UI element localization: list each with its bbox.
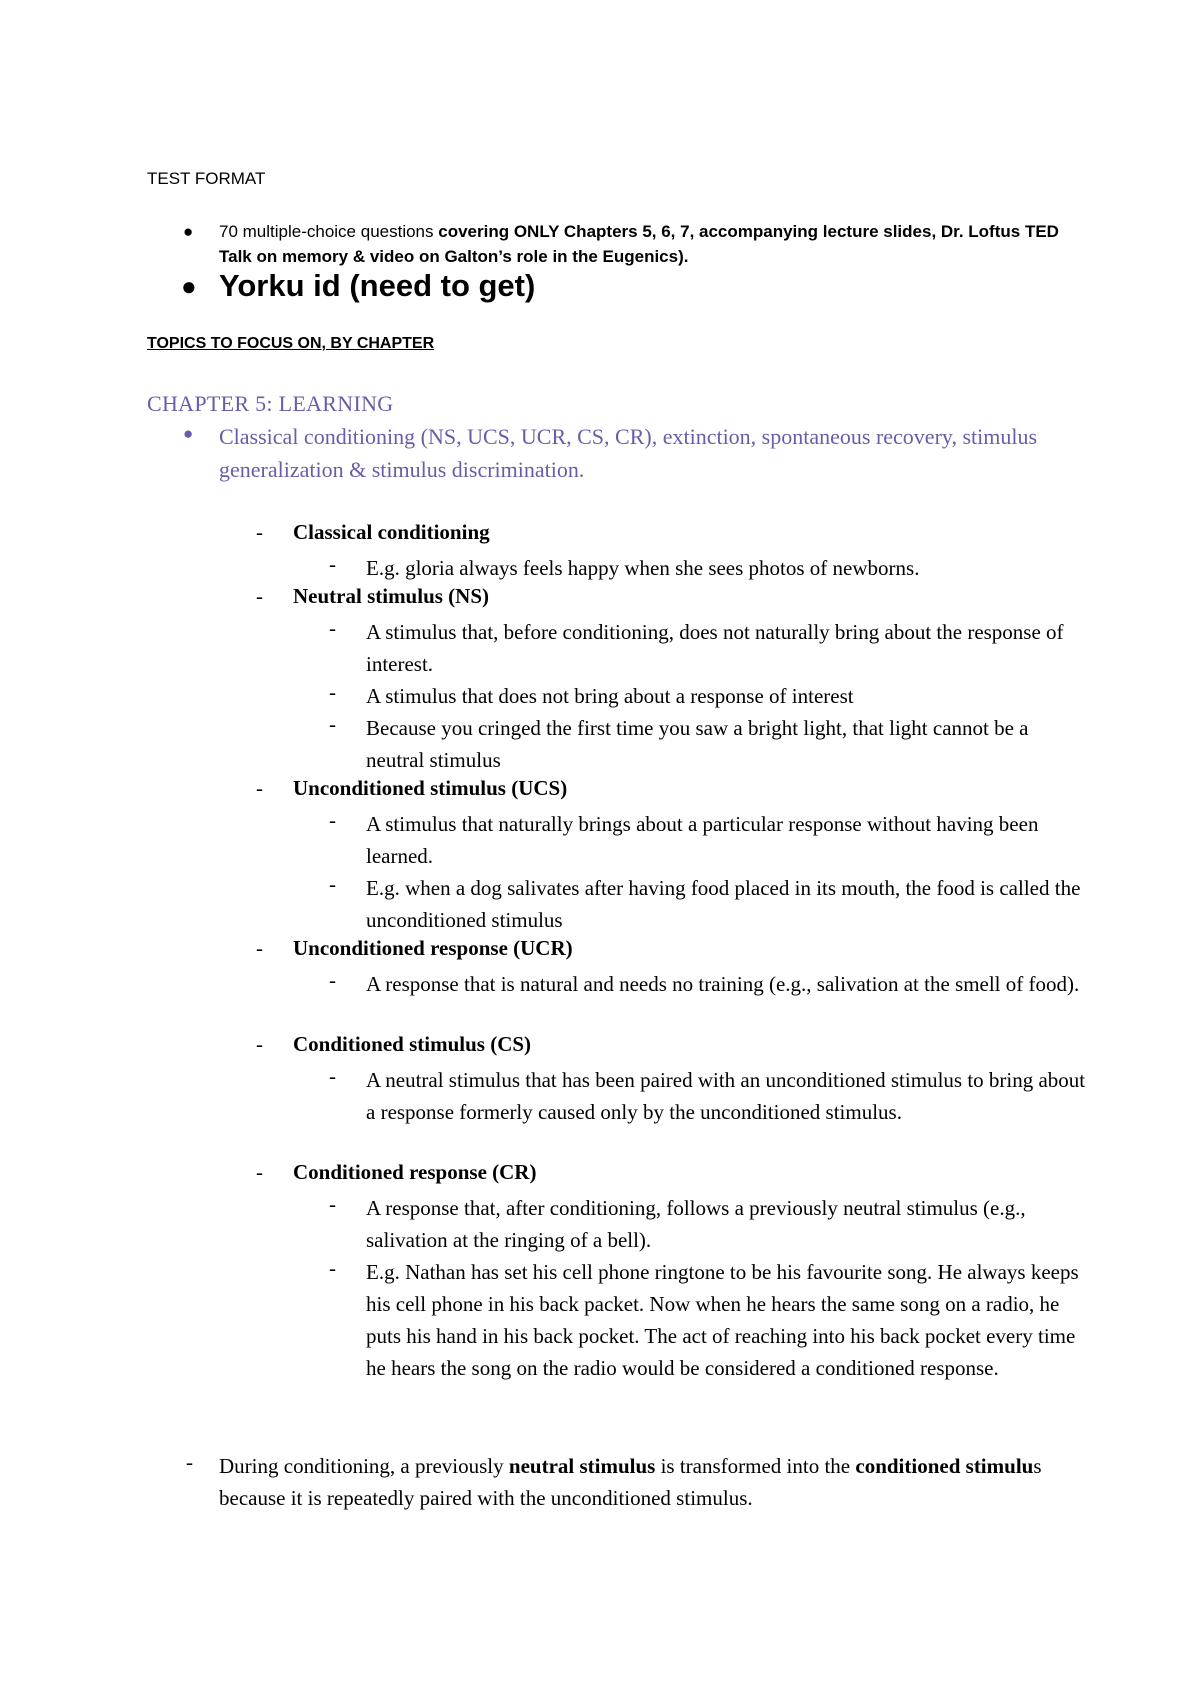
term-definition: E.g. gloria always feels happy when she sees photos of newborns.	[366, 556, 920, 580]
dash-icon: -	[329, 872, 336, 896]
term-definition: A stimulus that naturally brings about a particular response without having been learned.	[366, 812, 1039, 868]
term-heading: Unconditioned response (UCR)	[293, 936, 573, 960]
term-definition: E.g. when a dog salivates after having food placed in its mouth, the food is called the unconditioned stimulus	[366, 876, 1081, 932]
dash-icon: -	[256, 936, 263, 960]
bullet-icon: ●	[183, 222, 194, 241]
topics-heading: TOPICS TO FOCUS ON, BY CHAPTER	[147, 335, 435, 352]
dash-icon: -	[256, 776, 263, 800]
term-definition: A stimulus that does not bring about a response of interest	[366, 684, 854, 708]
dash-icon: -	[256, 1160, 263, 1184]
test-format-item	[219, 219, 1079, 269]
test-format-heading: TEST FORMAT	[147, 169, 266, 188]
note-text: is transformed into the	[655, 1454, 856, 1478]
dash-icon: -	[329, 712, 336, 736]
note-bold: conditioned stimulu	[855, 1454, 1034, 1478]
dash-icon: -	[329, 680, 336, 704]
note-bold: neutral stimulus	[508, 1454, 656, 1478]
term-heading: Classical conditioning	[293, 520, 490, 544]
bullet-icon: ●	[181, 271, 197, 301]
dash-icon: -	[329, 616, 336, 640]
term-definition: A response that is natural and needs no training (e.g., salivation at the smell of food).	[366, 972, 1080, 996]
dash-icon: -	[329, 1256, 336, 1280]
term-definition: E.g. Nathan has set his cell phone ringtone to be his favourite song. He always keeps his cell phone in his back packet. Now when he hears the same song on a radio, he puts his hand in his back pocket. The act of reaching into his back pocket every time he hears the song on the radio would be considered a conditioned response.	[366, 1260, 1079, 1380]
dash-icon: -	[256, 1032, 263, 1056]
term-definition: A response that, after conditioning, follows a previously neutral stimulus (e.g., salivation at the ringing of a bell).	[366, 1196, 1026, 1252]
term-heading: Unconditioned stimulus (UCS)	[293, 776, 568, 800]
dash-icon: -	[256, 520, 263, 544]
dash-icon: -	[329, 552, 336, 576]
bullet-icon: ●	[183, 424, 194, 443]
item-plain-text: 70 multiple-choice questions	[219, 222, 434, 241]
dash-icon: -	[256, 584, 263, 608]
yorku-id-note: Yorku id (need to get)	[219, 268, 536, 303]
final-note	[219, 1450, 1099, 1514]
dash-icon: -	[329, 808, 336, 832]
note-text: During conditioning, a previously	[219, 1454, 509, 1478]
term-heading: Conditioned stimulus (CS)	[293, 1032, 532, 1056]
term-heading: Neutral stimulus (NS)	[293, 584, 490, 608]
note-text: s because it is repeatedly paired with the unconditioned stimulus.	[219, 1454, 1042, 1510]
term-definition: A stimulus that, before conditioning, does not naturally bring about the response of interest.	[366, 620, 1064, 676]
dash-icon: -	[329, 1192, 336, 1216]
dash-icon: -	[329, 1064, 336, 1088]
chapter-summary: Classical conditioning (NS, UCS, UCR, CS, CR), extinction, spontaneous recovery, stimulus generalization & stimulus discrimination.	[219, 424, 1038, 482]
dash-icon: -	[329, 968, 336, 992]
term-definition: A neutral stimulus that has been paired with an unconditioned stimulus to bring about a response formerly caused only by the unconditioned stimulus.	[366, 1068, 1086, 1124]
term-definition: Because you cringed the first time you saw a bright light, that light cannot be a neutral stimulus	[366, 716, 1029, 772]
dash-icon: -	[186, 1450, 193, 1474]
chapter-title: CHAPTER 5: LEARNING	[147, 391, 394, 416]
item-bold-text: covering ONLY Chapters 5, 6, 7, accompanying lecture slides, Dr. Loftus TED Talk on memory & video on Galton’s role in the Eugenics).	[219, 222, 1059, 266]
term-heading: Conditioned response (CR)	[293, 1160, 537, 1184]
